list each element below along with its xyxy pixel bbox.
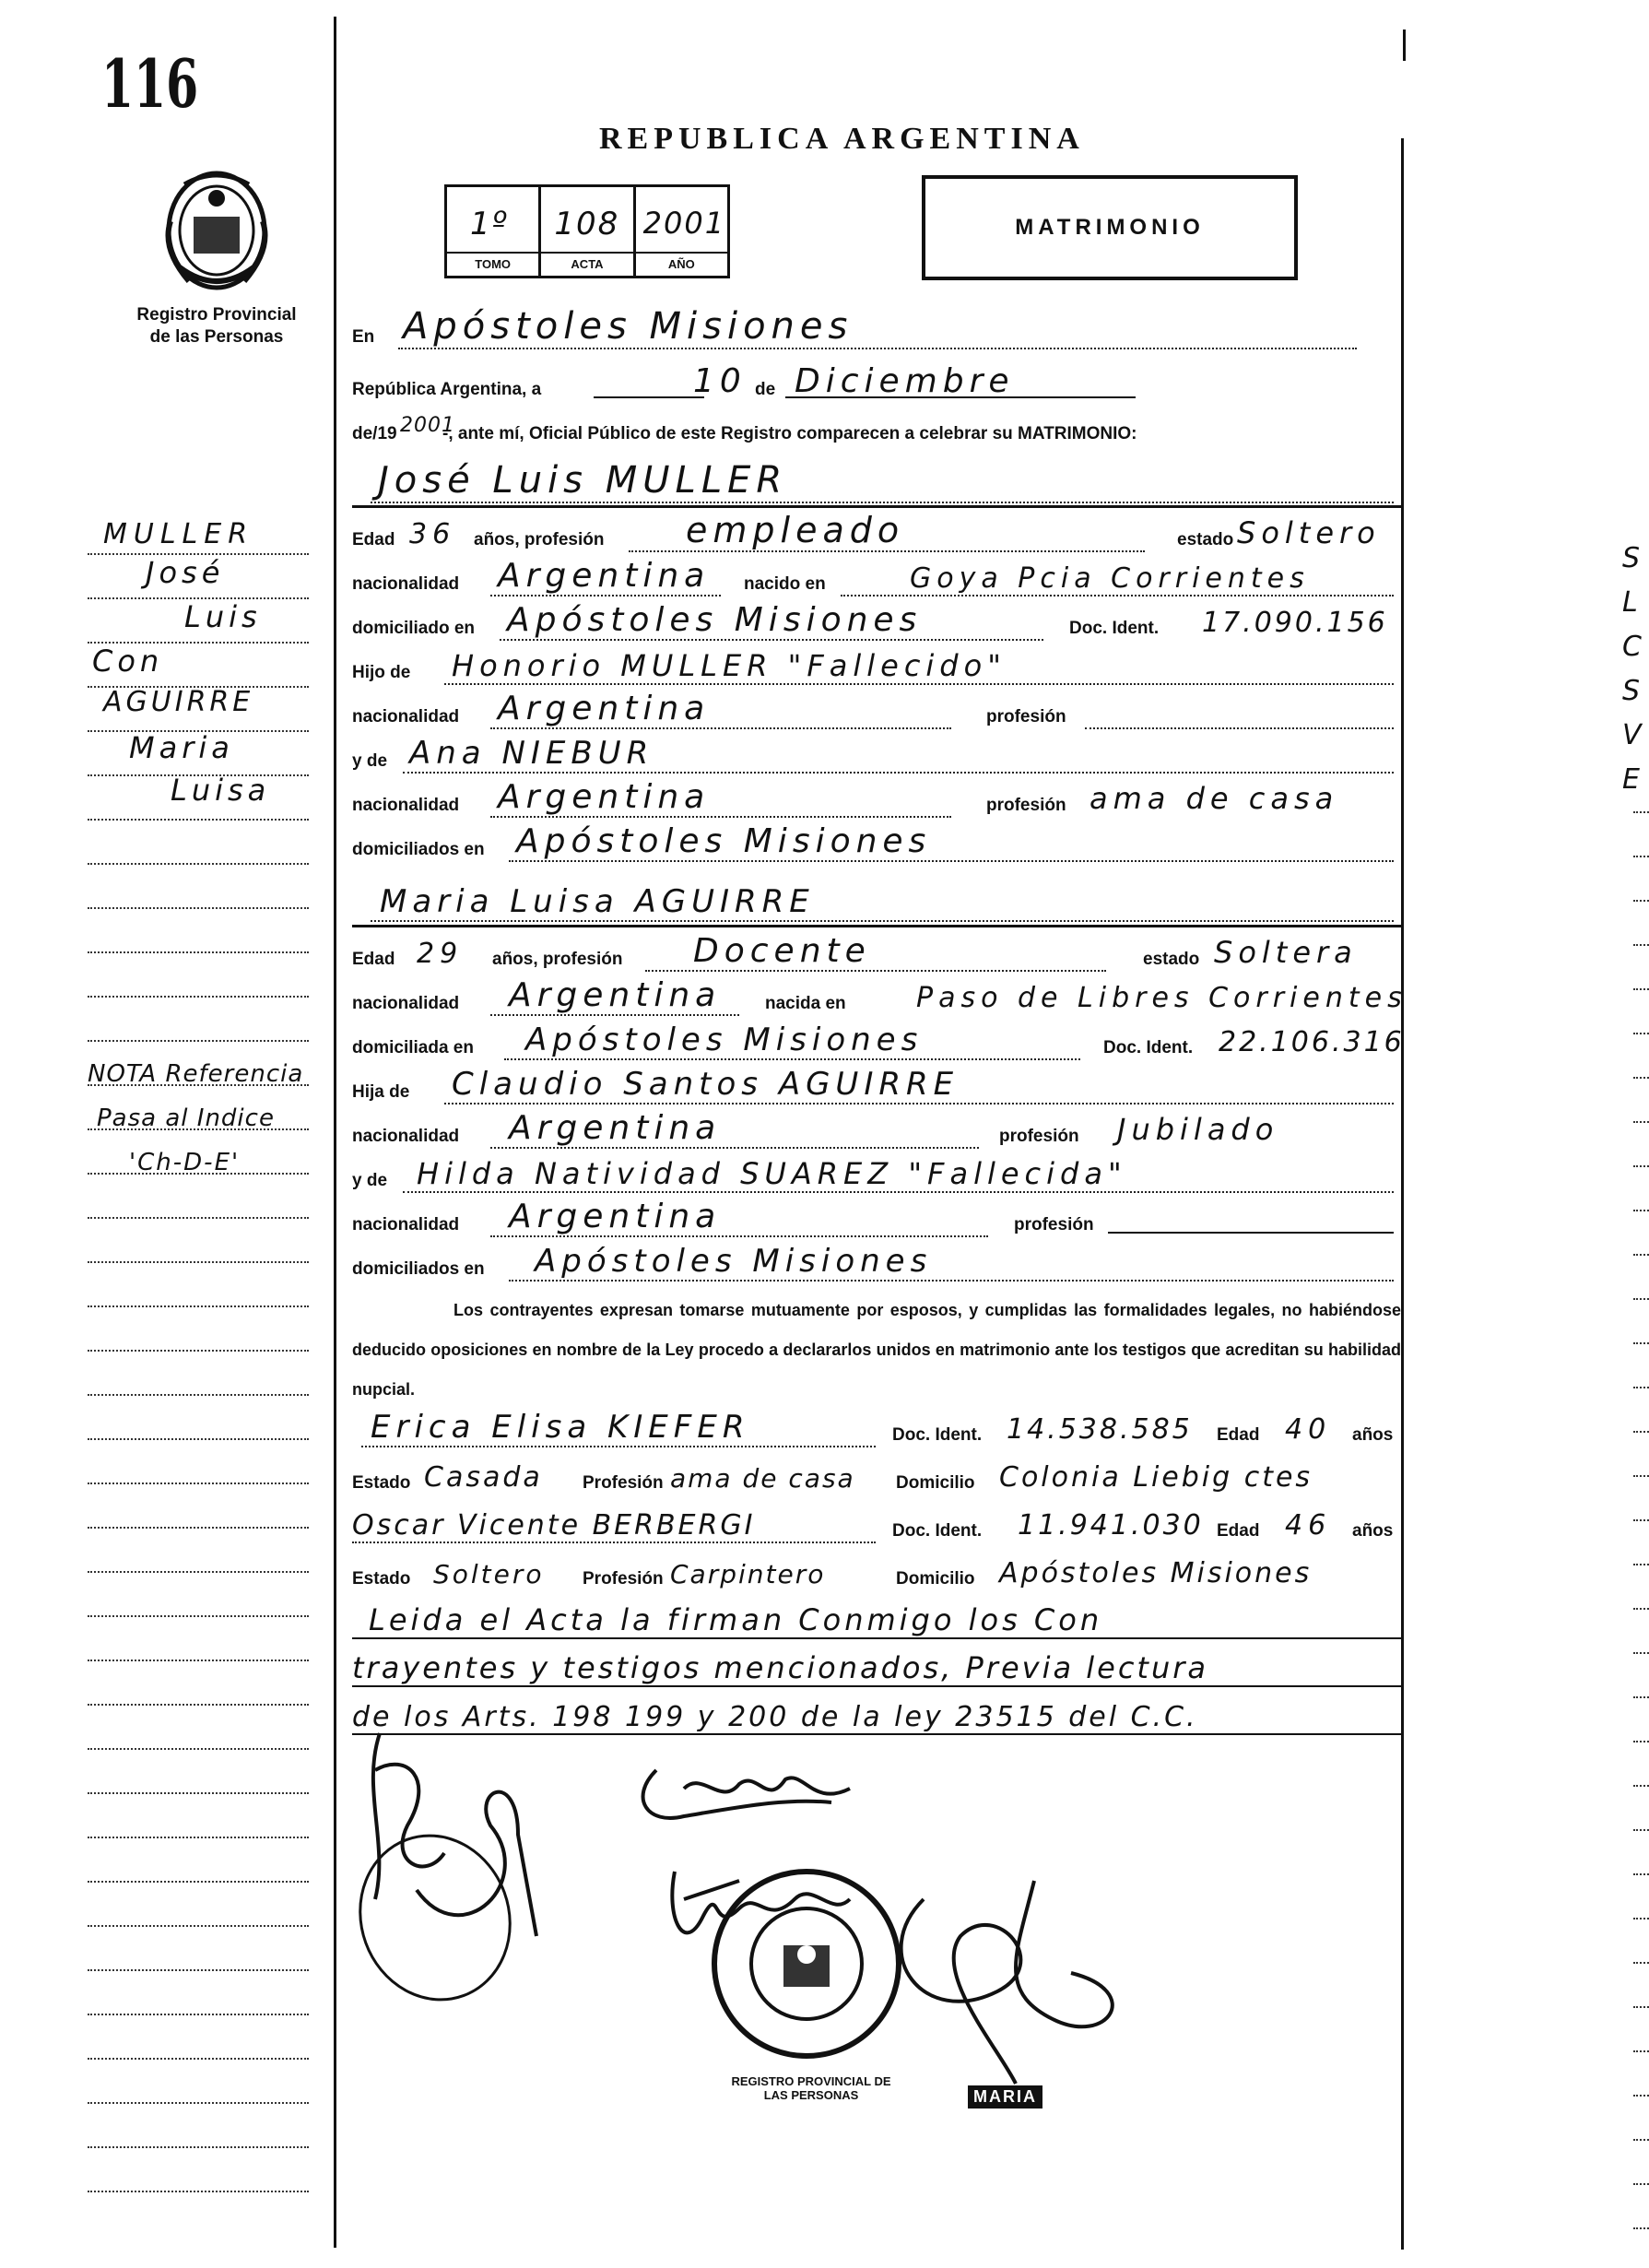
edad2-label: Edad [1217,1521,1260,1541]
acta-cell [541,187,635,276]
margin-rule [88,1438,309,1440]
registry-line-2: de las Personas [149,327,284,347]
ano-value: 2001 [642,206,726,241]
margin-rule [88,686,309,688]
groom-nac-row [352,556,1401,600]
registry-seal-icon [705,1862,908,2065]
right-vertical-rule [1401,138,1404,2250]
groom-father-nac-row [352,689,1401,733]
closing-line-1 [352,1595,1401,1643]
comparecen-text: -, ante mí, Oficial Público de este Registro comparecen a celebrar su MATRIMONIO: [442,424,1137,443]
bride-nationality: Argentina [509,976,722,1014]
right-rule [1633,1298,1649,1300]
margin-rule [88,1792,309,1794]
reference-table [444,184,730,278]
groom-rule [352,505,1401,508]
country-title: REPUBLICA ARGENTINA [599,122,1085,156]
right-rule [1633,2227,1649,2229]
profesion-label: profesión [986,796,1066,815]
margin-rule [88,1482,309,1484]
margin-rule [88,1217,309,1219]
bride-doc: 22.106.316 [1219,1026,1405,1058]
margin-rule [88,2058,309,2060]
witness1-status: Casada [424,1461,543,1494]
margin-rule [88,1925,309,1927]
bride-domicile: Apóstoles Misiones [525,1022,924,1058]
groom-nationality: Argentina [498,557,711,595]
margin-rule [88,1128,309,1130]
bride-father-profession: Jubilado [1117,1112,1279,1147]
right-rule [1633,1918,1649,1920]
groom-name-row [352,452,1401,507]
nota-line-1: NOTA Referencia [88,1060,304,1088]
edad-label: Edad [352,530,395,549]
type-label: MATRIMONIO [1015,215,1205,240]
witness2-name: Oscar Vicente BERBERGI [352,1509,756,1542]
margin-rule [88,907,309,909]
tomo-label: TOMO [447,252,538,276]
groom-birthplace: Goya Pcia Corrientes [910,562,1310,595]
margin-rule [88,1881,309,1883]
registry-name [97,304,336,348]
margin-line-6: Maria [129,730,234,765]
right-rule [1633,1564,1649,1565]
margin-line-3: Luis [184,599,262,634]
bride-parents-domicile: Apóstoles Misiones [535,1243,933,1280]
acta-label: ACTA [541,252,632,276]
margin-rule [88,642,309,644]
right-letter-2: L [1622,586,1638,619]
right-rule [1633,1121,1649,1123]
groom-mother-profession: ama de casa [1090,781,1339,816]
right-rule [1633,988,1649,990]
year-prefix: de/19 [352,424,397,443]
registry-seal-text: REGISTRO PROVINCIAL DE LAS PERSONAS [731,2074,891,2102]
margin-rule [88,863,309,865]
right-rule [1633,1873,1649,1875]
republica-label: República Argentina, a [352,380,542,399]
tomo-cell [447,187,541,276]
margin-rule [88,1704,309,1706]
closing-text-3: de los Arts. 198 199 y 200 de la ley 23515 del C.C. [352,1701,1198,1733]
domiciliado-label: domiciliado en [352,619,476,638]
coat-of-arms-icon [152,166,281,295]
right-rule [1633,1165,1649,1167]
margin-rule [88,1527,309,1529]
groom-doc: 17.090.156 [1202,607,1388,639]
anos-label: años [1352,1425,1394,1445]
nacionalidad-label: nacionalidad [352,1127,460,1146]
right-letter-3: C [1622,631,1642,663]
row-date [352,361,1401,406]
nacido-en-label: nacido en [744,574,826,594]
right-rule [1633,2139,1649,2141]
groom-mother-nac-row [352,777,1401,821]
nacionalidad-label: nacionalidad [352,994,460,1013]
nota-line-2: Pasa al Indice [97,1104,275,1132]
ceremony-day: 10 [693,362,747,400]
margin-rule [88,774,309,776]
hija-de-label: Hija de [352,1082,410,1102]
domicilio-label: Domicilio [896,1473,975,1493]
domicilio-label: Domicilio [896,1569,975,1589]
officer-stamp-text: MARIA [973,2087,1037,2106]
witness1-age: 40 [1285,1413,1332,1446]
right-rule [1633,1519,1649,1521]
officer-stamp [968,2085,1042,2109]
doc-ident-label: Doc. Ident. [892,1521,983,1541]
right-letter-6: E [1622,763,1640,796]
witness2-age: 46 [1285,1509,1332,1542]
witness2-row2 [352,1547,1401,1595]
right-letter-4: S [1622,675,1641,707]
right-rule [1633,1829,1649,1831]
witness1-row [352,1403,1401,1451]
right-rule [1633,900,1649,902]
y-de-label: y de [352,1171,388,1190]
groom-father: Honorio MULLER "Fallecido" [452,648,1007,683]
margin-line-4: Con [92,644,164,679]
domiciliados-label: domiciliados en [352,840,485,859]
nota-line-3: 'Ch-D-E' [129,1149,241,1176]
anos-profesion-label: años, profesión [492,950,623,969]
witness2-domicile: Apóstoles Misiones [999,1557,1313,1589]
profesion-label: profesión [1014,1215,1094,1234]
nacionalidad-label: nacionalidad [352,707,460,726]
closing-text-1: Leida el Acta la firman Conmigo los Con [369,1602,1103,1637]
acta-value: 108 [554,206,620,242]
nacionalidad-label: nacionalidad [352,1215,460,1234]
margin-rule [88,819,309,821]
groom-mother: Ana NIEBUR [409,735,654,772]
bride-mother: Hilda Natividad SUAREZ "Fallecida" [417,1156,1127,1191]
margin-rule [88,597,309,599]
tomo-value: 1º [470,206,509,242]
edad2-label: Edad [1217,1425,1260,1445]
margin-rule [88,1261,309,1263]
right-rule [1633,1033,1649,1034]
type-box [922,175,1298,280]
anos-profesion-label: años, profesión [474,530,605,549]
groom-profession: empleado [686,510,905,550]
right-rule [1633,1210,1649,1211]
witness2-doc: 11.941.030 [1018,1509,1204,1542]
margin-rule [88,2146,309,2148]
witness1-name: Erica Elisa KIEFER [371,1409,750,1446]
right-rule [1633,1431,1649,1433]
right-rule [1633,856,1649,857]
right-rule [1633,1962,1649,1964]
witness1-row2 [352,1451,1401,1499]
corner-mark [1403,30,1406,61]
margin-rule [88,951,309,953]
registry-line-1: Registro Provincial [136,305,297,325]
ano-label: AÑO [636,252,727,276]
groom-age: 36 [409,518,456,550]
bride-birthplace: Paso de Libres Corrientes [916,982,1408,1014]
groom-father-nationality: Argentina [498,690,711,727]
bride-father-row [352,1064,1401,1108]
bride-father-nac-row [352,1108,1401,1152]
groom-dom-row [352,600,1401,644]
right-letter-5: V [1622,719,1642,751]
margin-line-5: AGUIRRE [103,686,254,718]
bride-father: Claudio Santos AGUIRRE [452,1066,960,1103]
margin-rule [88,730,309,732]
bride-name-row [352,874,1401,926]
estado2-label: Estado [352,1473,411,1493]
right-rule [1633,944,1649,946]
groom-mother-row [352,733,1401,777]
margin-rule [88,2014,309,2015]
doc-ident-label: Doc. Ident. [1069,619,1160,638]
y-de-label: y de [352,751,388,771]
profesion-label: profesión [986,707,1066,726]
bride-age: 29 [417,938,464,970]
page-number: 116 [101,44,199,123]
bride-name: Maria Luisa AGUIRRE [380,883,815,920]
row-en [352,305,1401,353]
estado-label: estado [1143,950,1200,969]
margin-rule [88,1969,309,1971]
bride-rule [352,925,1401,927]
margin-rule [88,2191,309,2192]
bride-status: Soltera [1214,935,1358,970]
margin-rule [88,996,309,998]
right-rule [1633,811,1649,813]
anos-label: años [1352,1521,1394,1541]
domiciliada-label: domiciliada en [352,1038,474,1057]
right-rule [1633,1608,1649,1610]
margin-rule [88,1660,309,1661]
domiciliados-label: domiciliados en [352,1259,485,1279]
left-vertical-rule [334,17,336,2248]
margin-rule [88,2102,309,2104]
margin-rule [88,1615,309,1617]
bride-profession: Docente [693,932,871,970]
ano-cell [636,187,727,276]
margin-line-7: Luisa [171,773,271,808]
groom-father-row [352,644,1401,689]
right-rule [1633,1741,1649,1742]
margin-rule [88,1571,309,1573]
bride-mother-nac-row [352,1197,1401,1241]
bride-mother-nationality: Argentina [509,1198,722,1235]
ceremony-place: Apóstoles Misiones [403,305,854,348]
ceremony-month: Diciembre [795,362,1015,400]
groom-parents-domicile: Apóstoles Misiones [516,822,932,860]
groom-edad-row [352,512,1401,556]
right-letter-1: S [1622,542,1641,574]
en-label: En [352,327,375,347]
estado-label: estado [1177,530,1234,549]
right-rule [1633,1077,1649,1079]
doc-ident-label: Doc. Ident. [892,1425,983,1445]
right-rule [1633,2095,1649,2097]
hijo-de-label: Hijo de [352,663,411,682]
groom-mother-nationality: Argentina [498,778,711,816]
edad-label: Edad [352,950,395,969]
estado2-label: Estado [352,1569,411,1589]
de-label: de [755,380,776,399]
nacida-en-label: nacida en [765,994,846,1013]
closing-line-2 [352,1643,1401,1691]
margin-line-1: MULLER [103,518,254,550]
margin-rule [88,1394,309,1396]
right-rule [1633,1785,1649,1787]
right-rule [1633,1254,1649,1256]
witness2-profession: Carpintero [670,1559,826,1589]
margin-rule [88,1040,309,1042]
right-rule [1633,1342,1649,1344]
profesion-label: profesión [999,1127,1079,1146]
groom-status: Soltero [1237,515,1381,550]
right-rule [1633,2050,1649,2052]
closing-text-2: trayentes y testigos mencionados, Previa lectura [352,1650,1208,1685]
right-rule [1633,2183,1649,2185]
bride-parents-dom-row [352,1241,1401,1285]
right-rule [1633,1652,1649,1654]
bride-edad-row [352,931,1401,975]
bride-mother-row [352,1152,1401,1197]
right-rule [1633,2006,1649,2008]
margin-rule [88,1748,309,1750]
margin-rule [88,553,309,555]
witness2-row [352,1499,1401,1547]
doc-ident-label: Doc. Ident. [1103,1038,1194,1057]
right-rule [1633,1696,1649,1698]
bride-nac-row [352,975,1408,1020]
witness2-status: Soltero [433,1559,545,1589]
margin-rule [88,1084,309,1086]
witness1-profession: ama de casa [670,1463,855,1494]
right-rule [1633,1475,1649,1477]
profesion-cap-label: Profesión [583,1473,664,1493]
bride-dom-row [352,1020,1405,1064]
witness1-domicile: Colonia Liebig ctes [999,1461,1313,1494]
groom-name: José Luis MULLER [378,459,788,502]
declaration-text: Los contrayentes expresan tomarse mutuamente por esposos, y cumplidas las formalidades legales, no habiéndose deducido oposiciones en nombre de la Ley procedo a declararlos unidos en matrimonio ante los testigos que acreditan su habilidad nupcial. [352,1301,1401,1399]
nacionalidad-label: nacionalidad [352,574,460,594]
margin-rule [88,1173,309,1175]
bride-father-nationality: Argentina [509,1109,722,1147]
witness1-doc: 14.538.585 [1007,1413,1193,1446]
groom-parents-dom-row [352,821,1401,866]
margin-line-2: José [146,555,225,590]
groom-domicile: Apóstoles Misiones [507,601,923,639]
profesion-cap-label: Profesión [583,1569,664,1589]
nacionalidad-label: nacionalidad [352,796,460,815]
row-comparecen [352,406,1401,450]
margin-rule [88,1305,309,1307]
right-rule [1633,1387,1649,1388]
ceremony-year: 2001 [400,414,455,437]
margin-rule [88,1350,309,1352]
margin-rule [88,1837,309,1838]
